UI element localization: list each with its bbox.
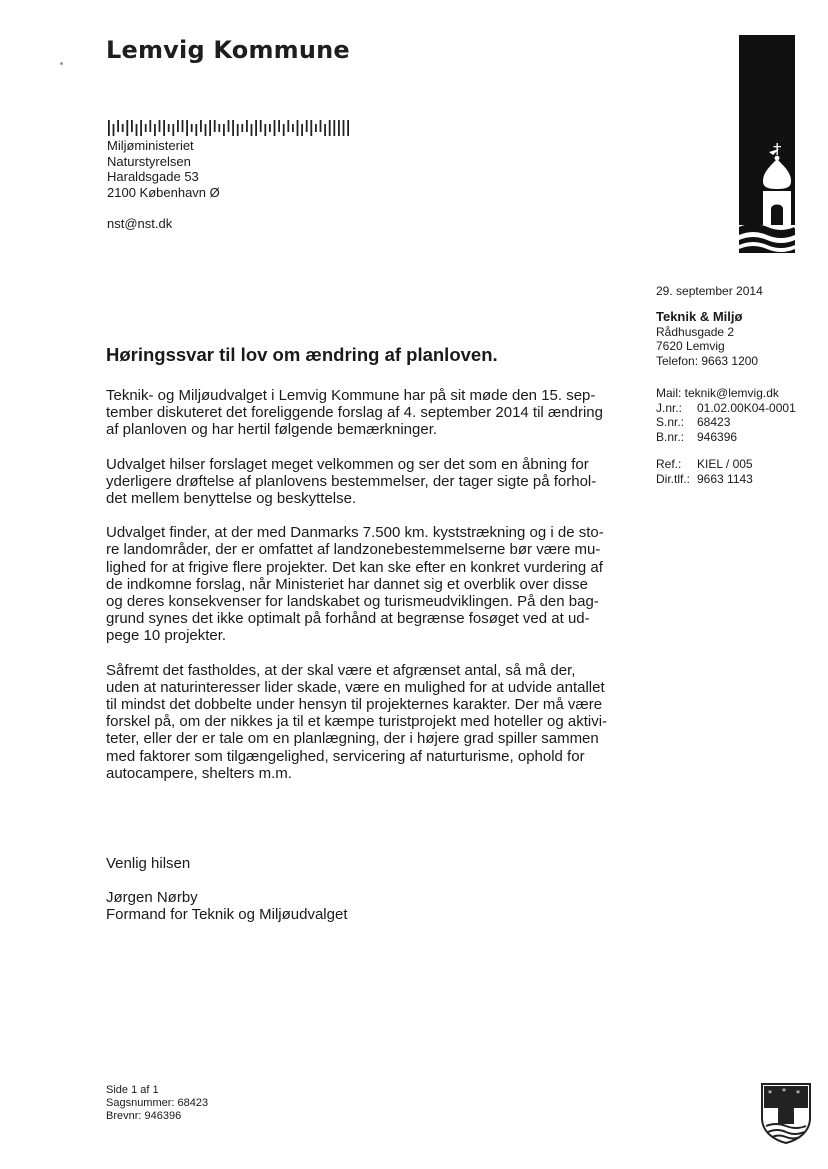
barcode-bar: [205, 124, 207, 136]
barcode-bar: [306, 120, 308, 132]
barcode-bar: [278, 120, 280, 132]
greeting: Venlig hilsen: [106, 855, 191, 872]
sender-street: Rådhusgade 2: [656, 324, 735, 339]
barcode-bar: [241, 124, 243, 132]
barcode-bar: [324, 124, 326, 136]
barcode-bar: [283, 124, 285, 136]
postal-barcode: [108, 120, 358, 136]
barcode-bar: [237, 124, 239, 136]
svg-text:*: *: [796, 1089, 800, 1098]
letter-body: [106, 387, 626, 799]
ref-value: 946396: [697, 429, 738, 444]
svg-text:*: *: [782, 1087, 786, 1096]
sender-phone: Telefon: 9663 1200: [656, 353, 759, 368]
barcode-bar: [255, 120, 257, 136]
ref-label: S.nr.:: [656, 415, 685, 429]
barcode-bar: [297, 120, 299, 136]
ref-value: 68423: [697, 415, 731, 429]
barcode-bar: [315, 124, 317, 132]
reference-block: [656, 386, 796, 444]
scan-speck: [60, 62, 63, 65]
barcode-bar: [338, 120, 340, 136]
body-paragraph: Såfremt det fastholdes, at der skal være et afgrænset antal, så må der, uden at naturinteresser lider skade, være en mulighed for at udvide antallet til mindst det dobbelte under hensyn til projekternes karakter. Der må være forskel på, om der nikkes ja til et kæmpe turistprojekt med hoteller og aktivi- teter, eller der er tale om en planlægning, der i højere grad spiller sammen med faktorer som tilgængelighed, servicering af naturturisme, ophold for autocampere, shelters m.m.: [106, 661, 608, 782]
barcode-bar: [145, 124, 147, 132]
barcode-bar: [163, 120, 165, 136]
municipal-crest-icon: [760, 1082, 812, 1144]
page-footer: [106, 1084, 208, 1123]
ref-value: 9663 1143: [697, 471, 753, 486]
barcode-bar: [200, 120, 202, 132]
barcode-bar: [218, 124, 220, 132]
barcode-bar: [126, 120, 128, 136]
body-paragraph: Teknik- og Miljøudvalget i Lemvig Kommune har på sit møde den 15. sep- tember diskuteret det foreliggende forslag af 4. september 2014 til ændring af planloven og har hertil følgende bemærkninger.: [106, 387, 603, 439]
barcode-bar: [329, 120, 331, 136]
barcode-bar: [117, 120, 119, 132]
letter-heading: Høringssvar til lov om ændring af planloven.: [106, 344, 498, 365]
barcode-bar: [292, 124, 294, 132]
barcode-bar: [310, 120, 312, 136]
body-paragraph: Udvalget finder, at der med Danmarks 7.500 km. kyststrækning og i de sto- re landområder, der er omfattet af landzonebestemmelserne bør være mu- lighed for at frigive flere projekter. Det kan ske efter en konkret vurdering af de indkomne forslag, når Ministeriet har dannet sig et overblik over disse og deres konsekvenser for landskabet og turismeudviklingen. På den bag- grund synes det ikke optimalt på forhånd at begrænse fosøget ved at ud- pege 10 projekter.: [106, 524, 604, 645]
barcode-bar: [320, 120, 322, 132]
barcode-bar: [154, 124, 156, 136]
barcode-bar: [140, 120, 142, 136]
recipient-email: nst@nst.dk: [107, 216, 173, 231]
ref-label: B.nr.:: [656, 429, 685, 444]
ref-value: 01.02.00K04-0001: [697, 400, 796, 415]
barcode-bar: [195, 124, 197, 136]
barcode-bar: [182, 120, 184, 132]
reference-grid: [656, 401, 796, 445]
recipient-line: Miljøministeriet: [107, 138, 194, 153]
ref-label: Ref.:: [656, 457, 682, 471]
letter-closing: [106, 855, 348, 924]
contact-ref-block: [656, 457, 753, 486]
sender-block: [656, 310, 758, 368]
barcode-bar: [246, 120, 248, 132]
barcode-bar: [223, 124, 225, 136]
barcode-bar: [333, 120, 335, 136]
sender-department: Teknik & Miljø: [656, 309, 743, 324]
barcode-bar: [209, 120, 211, 136]
barcode-bar: [264, 124, 266, 136]
barcode-bar: [343, 120, 345, 136]
barcode-bar: [131, 120, 133, 132]
barcode-bar: [113, 124, 115, 136]
recipient-line: Naturstyrelsen: [107, 153, 191, 169]
sender-city: 7620 Lemvig: [656, 339, 725, 353]
barcode-bar: [269, 124, 271, 132]
barcode-bar: [191, 124, 193, 132]
barcode-bar: [251, 124, 253, 136]
barcode-bar: [260, 120, 262, 132]
barcode-bar: [108, 120, 110, 136]
ref-label: J.nr.:: [656, 400, 683, 415]
barcode-bar: [122, 124, 124, 132]
letter-number: Brevnr: 946396: [106, 1110, 182, 1122]
barcode-bar: [177, 120, 179, 132]
barcode-bar: [149, 120, 151, 132]
svg-text:*: *: [768, 1089, 772, 1098]
barcode-bar: [287, 120, 289, 132]
barcode-bar: [172, 124, 174, 136]
signer-title: Formand for Teknik og Miljøudvalget: [106, 906, 348, 924]
recipient-line: 2100 København Ø: [107, 184, 220, 200]
signer-name: Jørgen Nørby: [106, 889, 198, 907]
barcode-bar: [159, 120, 161, 132]
barcode-bar: [301, 124, 303, 136]
org-name: Lemvig Kommune: [106, 36, 350, 64]
contact-ref-grid: [656, 457, 753, 486]
ref-label: Dir.tlf.:: [656, 471, 691, 486]
body-paragraph: Udvalget hilser forslaget meget velkommen og ser det som en åbning for yderligere drøftelse af planlovens bestemmelser, der tager sigte på forhol- det mellem benyttelse og beskyttelse.: [106, 455, 597, 508]
barcode-bar: [228, 120, 230, 132]
barcode-bar: [214, 120, 216, 132]
church-banner-logo: [739, 35, 795, 253]
recipient-address: [107, 138, 220, 200]
barcode-bar: [347, 120, 349, 136]
barcode-bar: [186, 120, 188, 136]
barcode-bar: [136, 124, 138, 136]
case-number: Sagsnummer: 68423: [106, 1097, 209, 1109]
barcode-bar: [274, 120, 276, 136]
ref-value: KIEL / 005: [697, 457, 753, 471]
barcode-bar: [232, 120, 234, 136]
letter-date: 29. september 2014: [656, 284, 763, 298]
page-number: Side 1 af 1: [106, 1084, 159, 1096]
barcode-bar: [168, 124, 170, 132]
sender-mail: Mail: teknik@lemvig.dk: [656, 386, 779, 400]
recipient-line: Haraldsgade 53: [107, 169, 199, 184]
